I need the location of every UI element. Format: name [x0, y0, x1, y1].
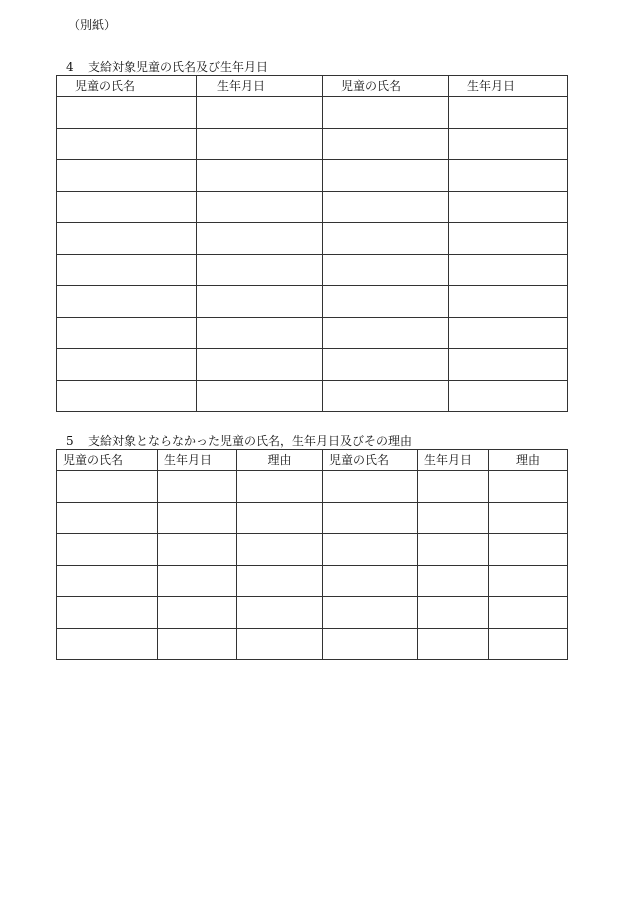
blank-entry-cell[interactable]: [449, 254, 568, 286]
blank-entry-cell[interactable]: [418, 471, 489, 503]
blank-entry-cell[interactable]: [237, 534, 323, 566]
header-child-name-1: 児童の氏名: [57, 76, 197, 97]
blank-entry-cell[interactable]: [449, 317, 568, 349]
section-5-title: 支給対象とならなかった児童の氏名，生年月日及びその理由: [88, 434, 413, 448]
blank-entry-cell[interactable]: [158, 534, 237, 566]
blank-entry-cell[interactable]: [197, 97, 323, 129]
section-5-number: 5: [66, 434, 74, 448]
blank-entry-cell[interactable]: [57, 254, 197, 286]
blank-entry-cell[interactable]: [418, 502, 489, 534]
blank-entry-cell[interactable]: [237, 628, 323, 660]
eligible-children-table: [56, 75, 568, 412]
section-4-heading: [66, 58, 268, 75]
section-4-title: 支給対象児童の氏名及び生年月日: [88, 60, 269, 74]
blank-entry-cell[interactable]: [449, 286, 568, 318]
blank-entry-cell[interactable]: [237, 597, 323, 629]
blank-entry-cell[interactable]: [489, 565, 568, 597]
blank-entry-cell[interactable]: [323, 380, 449, 412]
blank-entry-cell[interactable]: [57, 349, 197, 381]
annex-label: （別紙）: [68, 18, 117, 32]
table-row: [57, 97, 568, 129]
blank-entry-cell[interactable]: [237, 502, 323, 534]
table-row: [57, 223, 568, 255]
blank-entry-cell[interactable]: [323, 628, 418, 660]
table-row: [57, 597, 568, 629]
table-row: [57, 628, 568, 660]
ineligible-children-table: [56, 449, 568, 660]
blank-entry-cell[interactable]: [489, 502, 568, 534]
blank-entry-cell[interactable]: [197, 223, 323, 255]
header-birthdate-2: 生年月日: [449, 76, 568, 97]
table-row: [57, 160, 568, 192]
eligible-children-rows: [57, 97, 568, 412]
blank-entry-cell[interactable]: [57, 565, 158, 597]
blank-entry-cell[interactable]: [197, 254, 323, 286]
header-reason-2: 理由: [489, 450, 568, 471]
table-row: [57, 502, 568, 534]
blank-entry-cell[interactable]: [57, 97, 197, 129]
blank-entry-cell[interactable]: [323, 223, 449, 255]
header-birthdate-2: 生年月日: [418, 450, 489, 471]
header-reason-1: 理由: [237, 450, 323, 471]
blank-entry-cell[interactable]: [197, 349, 323, 381]
table-header-row: [57, 450, 568, 471]
section-4-number: 4: [66, 60, 74, 74]
blank-entry-cell[interactable]: [197, 160, 323, 192]
blank-entry-cell[interactable]: [323, 254, 449, 286]
blank-entry-cell[interactable]: [158, 502, 237, 534]
blank-entry-cell[interactable]: [449, 223, 568, 255]
blank-entry-cell[interactable]: [418, 628, 489, 660]
table-row: [57, 191, 568, 223]
blank-entry-cell[interactable]: [323, 128, 449, 160]
blank-entry-cell[interactable]: [57, 628, 158, 660]
blank-entry-cell[interactable]: [197, 191, 323, 223]
blank-entry-cell[interactable]: [489, 534, 568, 566]
blank-entry-cell[interactable]: [418, 597, 489, 629]
table-row: [57, 380, 568, 412]
blank-entry-cell[interactable]: [449, 380, 568, 412]
blank-entry-cell[interactable]: [197, 380, 323, 412]
table-row: [57, 534, 568, 566]
header-child-name-2: 児童の氏名: [323, 450, 418, 471]
table-row: [57, 254, 568, 286]
blank-entry-cell[interactable]: [418, 565, 489, 597]
blank-entry-cell[interactable]: [323, 286, 449, 318]
blank-entry-cell[interactable]: [489, 597, 568, 629]
blank-entry-cell[interactable]: [323, 97, 449, 129]
blank-entry-cell[interactable]: [449, 97, 568, 129]
header-child-name-2: 児童の氏名: [323, 76, 449, 97]
blank-entry-cell[interactable]: [57, 191, 197, 223]
table-row: [57, 565, 568, 597]
blank-entry-cell[interactable]: [158, 565, 237, 597]
table-row: [57, 349, 568, 381]
blank-entry-cell[interactable]: [57, 502, 158, 534]
blank-entry-cell[interactable]: [57, 380, 197, 412]
blank-entry-cell[interactable]: [237, 565, 323, 597]
blank-entry-cell[interactable]: [57, 317, 197, 349]
blank-entry-cell[interactable]: [57, 286, 197, 318]
blank-entry-cell[interactable]: [57, 534, 158, 566]
blank-entry-cell[interactable]: [197, 317, 323, 349]
blank-entry-cell[interactable]: [323, 191, 449, 223]
blank-entry-cell[interactable]: [323, 534, 418, 566]
header-child-name-1: 児童の氏名: [57, 450, 158, 471]
blank-entry-cell[interactable]: [57, 471, 158, 503]
header-birthdate-1: 生年月日: [158, 450, 237, 471]
blank-entry-cell[interactable]: [449, 191, 568, 223]
blank-entry-cell[interactable]: [323, 565, 418, 597]
blank-entry-cell[interactable]: [449, 349, 568, 381]
blank-entry-cell[interactable]: [57, 128, 197, 160]
section-5-heading: [66, 432, 412, 449]
blank-entry-cell[interactable]: [158, 597, 237, 629]
table-row: [57, 317, 568, 349]
blank-entry-cell[interactable]: [323, 597, 418, 629]
header-birthdate-1: 生年月日: [197, 76, 323, 97]
blank-entry-cell[interactable]: [323, 317, 449, 349]
ineligible-children-rows: [57, 471, 568, 660]
blank-entry-cell[interactable]: [323, 160, 449, 192]
table-row: [57, 128, 568, 160]
blank-entry-cell[interactable]: [197, 128, 323, 160]
blank-entry-cell[interactable]: [57, 160, 197, 192]
blank-entry-cell[interactable]: [449, 128, 568, 160]
blank-entry-cell[interactable]: [323, 471, 418, 503]
blank-entry-cell[interactable]: [323, 349, 449, 381]
table-row: [57, 471, 568, 503]
blank-entry-cell[interactable]: [489, 628, 568, 660]
blank-entry-cell[interactable]: [197, 286, 323, 318]
blank-entry-cell[interactable]: [449, 160, 568, 192]
table-header-row: [57, 76, 568, 97]
blank-entry-cell[interactable]: [489, 471, 568, 503]
blank-entry-cell[interactable]: [237, 471, 323, 503]
blank-entry-cell[interactable]: [57, 597, 158, 629]
blank-entry-cell[interactable]: [57, 223, 197, 255]
blank-entry-cell[interactable]: [158, 471, 237, 503]
table-row: [57, 286, 568, 318]
blank-entry-cell[interactable]: [418, 534, 489, 566]
blank-entry-cell[interactable]: [323, 502, 418, 534]
blank-entry-cell[interactable]: [158, 628, 237, 660]
